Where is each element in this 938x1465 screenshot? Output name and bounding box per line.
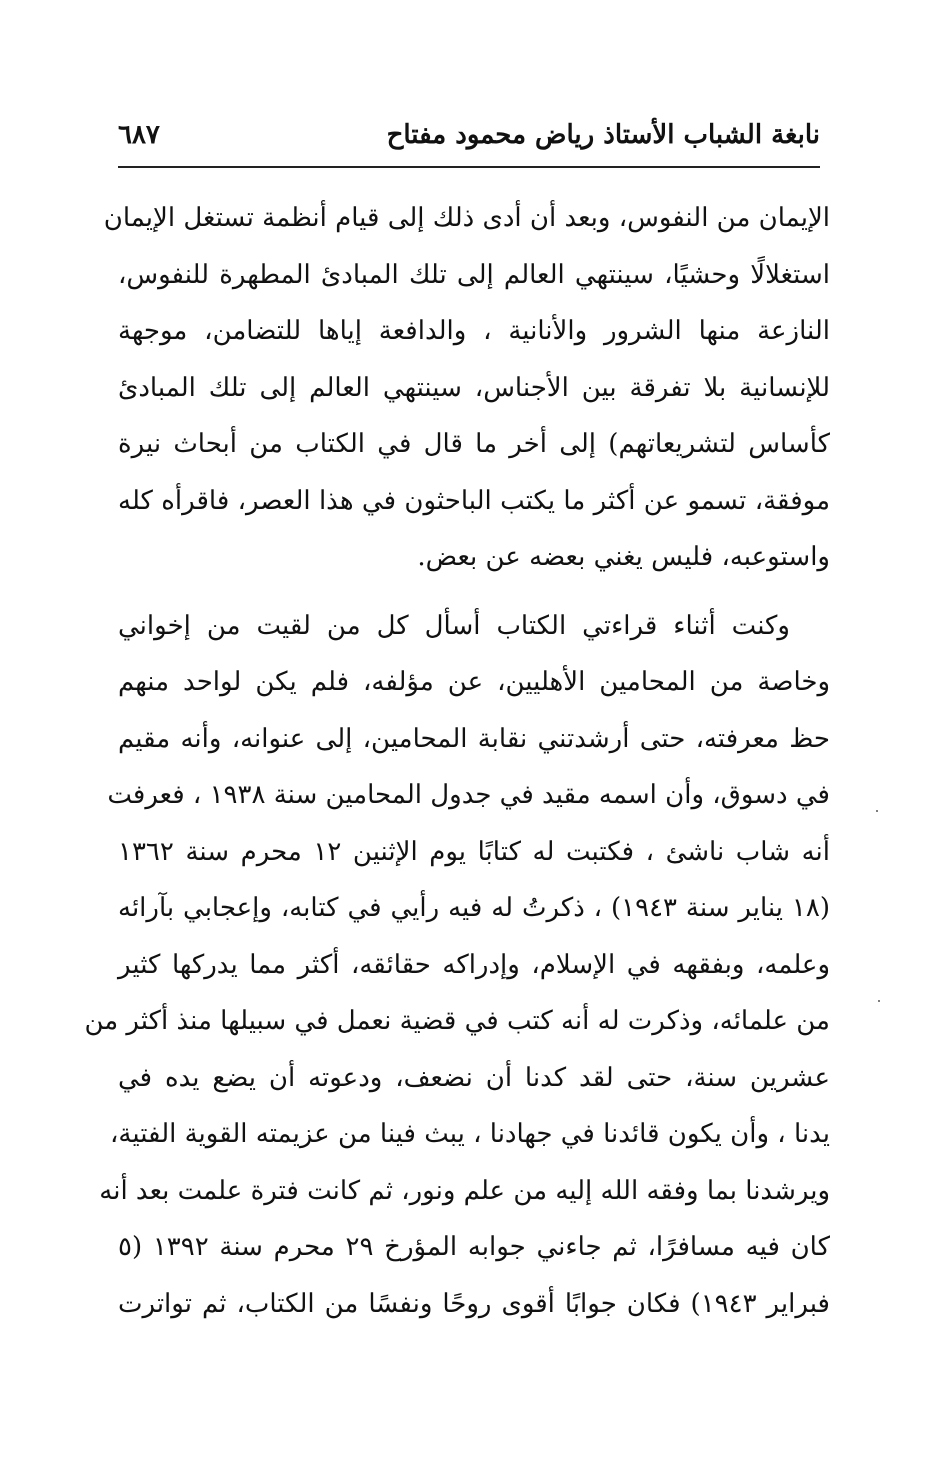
- text-line: يدنا ، وأن يكون قائدنا في جهادنا ، يبث فينا من عزيمته القوية الفتية،: [110, 1119, 830, 1149]
- body-text: [84, 190, 830, 1332]
- text-line: عشرين سنة، حتى لقد كدنا أن نضعف، ودعوته أن يضع يده في: [118, 1062, 830, 1093]
- text-line: أنه شاب ناشئ ، فكتبت له كتابًا يوم الإثنين ١٢ محرم سنة ١٣٦٢: [118, 836, 830, 867]
- paragraph-2: [84, 598, 830, 1333]
- paragraph-gap: [118, 586, 830, 598]
- scan-speck: [876, 810, 878, 812]
- text-line: فبراير ١٩٤٣) فكان جوابًا أقوى روحًا ونفسًا من الكتاب، ثم تواترت: [118, 1288, 830, 1319]
- text-line: للإنسانية بلا تفرقة بين الأجناس، سينتهي العالم إلى تلك المبادئ: [118, 372, 830, 403]
- page-number: ٦٨٧: [118, 120, 160, 150]
- text-line: كان فيه مسافرًا، ثم جاءني جوابه المؤرخ ٢٩ محرم سنة ١٣٩٢ (٥: [118, 1232, 830, 1262]
- text-line: ويرشدنا بما وفقه الله إليه من علم ونور، ثم كانت فترة علمت بعد أنه: [99, 1175, 830, 1206]
- text-line: وكنت أثناء قراءتي الكتاب أسأل كل من لقيت من إخواني: [118, 610, 790, 641]
- text-line: موفقة، تسمو عن أكثر ما يكتب الباحثون في هذا العصر، فاقرأه كله: [118, 485, 830, 516]
- text-line: استغلالًا وحشيًا، سينتهي العالم إلى تلك المبادئ المطهرة للنفوس،: [118, 259, 830, 290]
- text-line: (١٨ يناير سنة ١٩٤٣) ، ذكرتُ له فيه رأيي في كتابه، وإعجابي بآرائه: [118, 893, 830, 923]
- running-title: نابغة الشباب الأستاذ رياض محمود مفتاح: [386, 120, 820, 150]
- text-line: من علمائه، وذكرت له أنه كتب في قضية نعمل في سبيلها منذ أكثر من: [84, 1006, 830, 1036]
- paragraph-1: [103, 190, 830, 586]
- header-rule: [118, 166, 820, 168]
- text-line: وخاصة من المحامين الأهليين، عن مؤلفه، فلم يكن لواحد منهم: [118, 667, 830, 697]
- text-line: حظ معرفته، حتى أرشدتني نقابة المحامين، إلى عنوانه، وأنه مقيم: [118, 723, 830, 754]
- text-line: واستوعبه، فليس يغني بعضه عن بعض.: [417, 542, 830, 572]
- text-line: في دسوق، وأن اسمه مقيد في جدول المحامين سنة ١٩٣٨ ، فعرفت: [107, 780, 830, 810]
- text-line: وعلمه، وبفقهه في الإسلام، وإدراكه حقائقه، أكثر مما يدركها كثير: [118, 949, 830, 980]
- text-line: الإيمان من النفوس، وبعد أن أدى ذلك إلى قيام أنظمة تستغل الإيمان: [103, 203, 830, 233]
- text-line: كأساس لتشريعاتهم) إلى أخر ما قال في الكتاب من أبحاث نيرة: [118, 429, 830, 459]
- scan-speck: [878, 1000, 880, 1002]
- text-line: النازعة منها الشرور والأنانية ، والدافعة إياها للتضامن، موجهة: [118, 316, 830, 346]
- page-header: [118, 120, 820, 160]
